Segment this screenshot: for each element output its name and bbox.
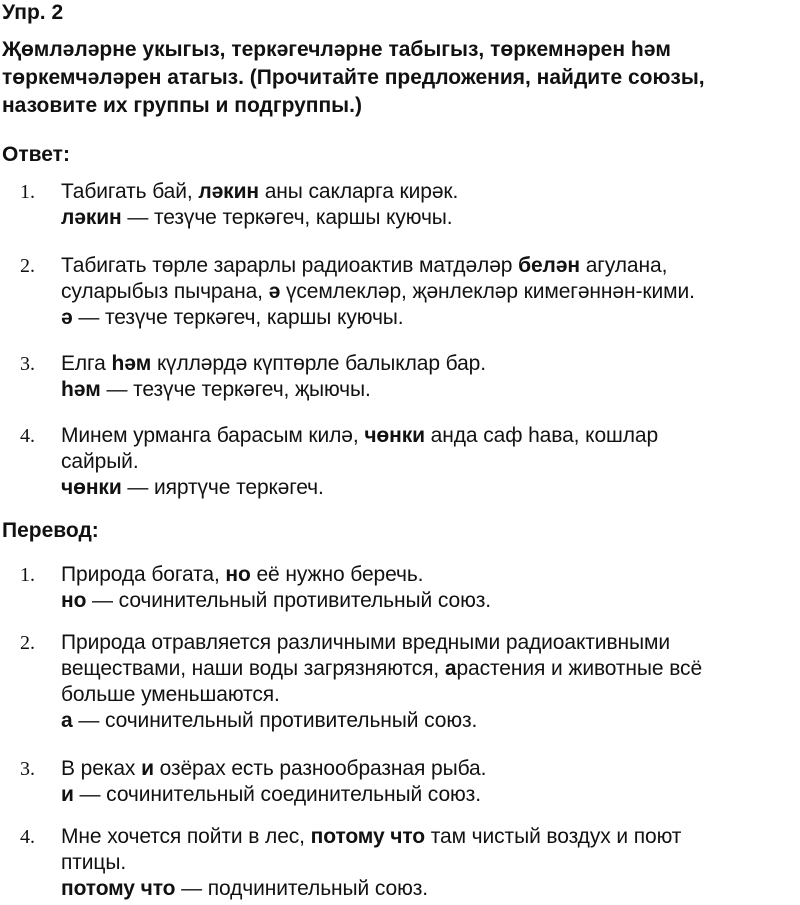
text-run: Табигать бай, (61, 180, 199, 203)
item-body (61, 351, 796, 403)
conjunction-highlight: ә (268, 280, 281, 303)
text-run: Мне хочется пойти в лес, (61, 825, 311, 848)
conjunction-highlight: а (444, 657, 457, 680)
text-run: веществами, наши воды загрязняются, (61, 657, 445, 680)
item-number: 3. (20, 353, 35, 375)
conjunction-highlight: и (141, 757, 154, 780)
text-run: Природа богата, (61, 563, 226, 586)
text-run: Табигать төрле зарарлы радиоактив матдәләр (61, 254, 519, 277)
conjunction-highlight: потому что (61, 877, 176, 900)
text-run: — сочинительный противительный союз. (72, 709, 478, 732)
text-run: күлләрдә күптөрле балыклар бар. (151, 352, 486, 375)
task-line: назовите их группы и подгруппы.) (2, 94, 362, 117)
item-number: 1. (20, 564, 35, 586)
conjunction-highlight: белән (518, 254, 580, 277)
item-number: 3. (20, 758, 35, 780)
answer-heading: Ответ: (2, 143, 70, 166)
text-line (61, 253, 796, 279)
item-body (61, 179, 796, 231)
conjunction-highlight: но (225, 563, 251, 586)
item-body (61, 423, 796, 501)
item-number: 4. (20, 826, 35, 848)
text-line (61, 708, 796, 734)
text-run: — тезүче теркәгеч, каршы куючы. (121, 206, 453, 229)
text-run: суларыбыз пычрана, (61, 280, 269, 303)
text-run: там чистый воздух и поют (425, 825, 682, 848)
text-run: — сочинительный противительный союз. (86, 589, 491, 612)
text-line (61, 588, 796, 614)
conjunction-highlight: ләкин (198, 180, 259, 203)
translation-heading: Перевод: (2, 519, 99, 542)
text-run: Природа отравляется различными вредными радиоактивными (61, 631, 670, 654)
text-line (61, 423, 796, 449)
text-line (61, 876, 796, 902)
task-line: төркемчәләрен атагыз. (Прочитайте предложения, найдите союзы, (2, 66, 705, 89)
conjunction-highlight: но (61, 589, 87, 612)
conjunction-highlight: а (61, 709, 73, 732)
text-line (61, 377, 796, 403)
text-run: — ияртүче теркәгеч. (121, 476, 324, 499)
text-line (61, 562, 796, 588)
text-line (61, 279, 796, 305)
conjunction-highlight: чөнки (61, 476, 122, 499)
conjunction-highlight: ә (61, 306, 73, 329)
task-text (2, 36, 798, 120)
text-run: агулана, (579, 254, 668, 277)
text-run: — подчинительный союз. (175, 877, 429, 900)
text-line (61, 475, 796, 501)
text-run: — тезүче теркәгеч, җыючы. (100, 378, 371, 401)
text-line (61, 630, 796, 656)
text-run: Минем урманга барасым килә, (61, 424, 365, 447)
text-run: үсемлекләр, җәнлекләр кимегәннән-кими. (280, 280, 695, 303)
text-line (61, 305, 796, 331)
conjunction-highlight: и (61, 783, 74, 806)
text-run: анда саф һава, кошлар (424, 424, 659, 447)
text-line (61, 351, 796, 377)
text-run: — сочинительный соединительный союз. (73, 783, 481, 806)
item-number: 1. (20, 181, 35, 203)
text-run: — тезүче теркәгеч, каршы куючы. (72, 306, 404, 329)
conjunction-highlight: чөнки (364, 424, 425, 447)
text-run: сайрый. (61, 450, 139, 473)
conjunction-highlight: һәм (111, 352, 152, 375)
text-run: её нужно беречь. (250, 563, 424, 586)
text-line (61, 782, 796, 808)
text-run: растения и животные всё (456, 657, 703, 680)
conjunction-highlight: ләкин (61, 206, 122, 229)
text-line (61, 824, 796, 850)
item-body (61, 253, 796, 331)
item-body (61, 630, 796, 734)
item-number: 2. (20, 255, 35, 277)
text-line (61, 179, 796, 205)
text-line (61, 449, 796, 475)
text-run: птицы. (61, 851, 127, 874)
text-run: В реках (61, 757, 142, 780)
text-line (61, 656, 796, 682)
exercise-title: Упр. 2 (2, 1, 64, 24)
item-number: 4. (20, 425, 35, 447)
text-run: аны сакларга кирәк. (258, 180, 459, 203)
text-line (61, 205, 796, 231)
item-body (61, 562, 796, 614)
item-body (61, 756, 796, 808)
item-number: 2. (20, 632, 35, 654)
conjunction-highlight: потому что (310, 825, 426, 848)
text-run: больше уменьшаются. (61, 683, 280, 706)
item-body (61, 824, 796, 902)
text-line (61, 756, 796, 782)
task-line: Җөмләләрне укыгыз, теркәгечләрне табыгыз, төркемнәрен һәм (2, 38, 671, 61)
text-run: Елга (61, 352, 112, 375)
text-run: озёрах есть разнообразная рыба. (153, 757, 487, 780)
text-line (61, 850, 796, 876)
text-line (61, 682, 796, 708)
conjunction-highlight: һәм (61, 378, 101, 401)
